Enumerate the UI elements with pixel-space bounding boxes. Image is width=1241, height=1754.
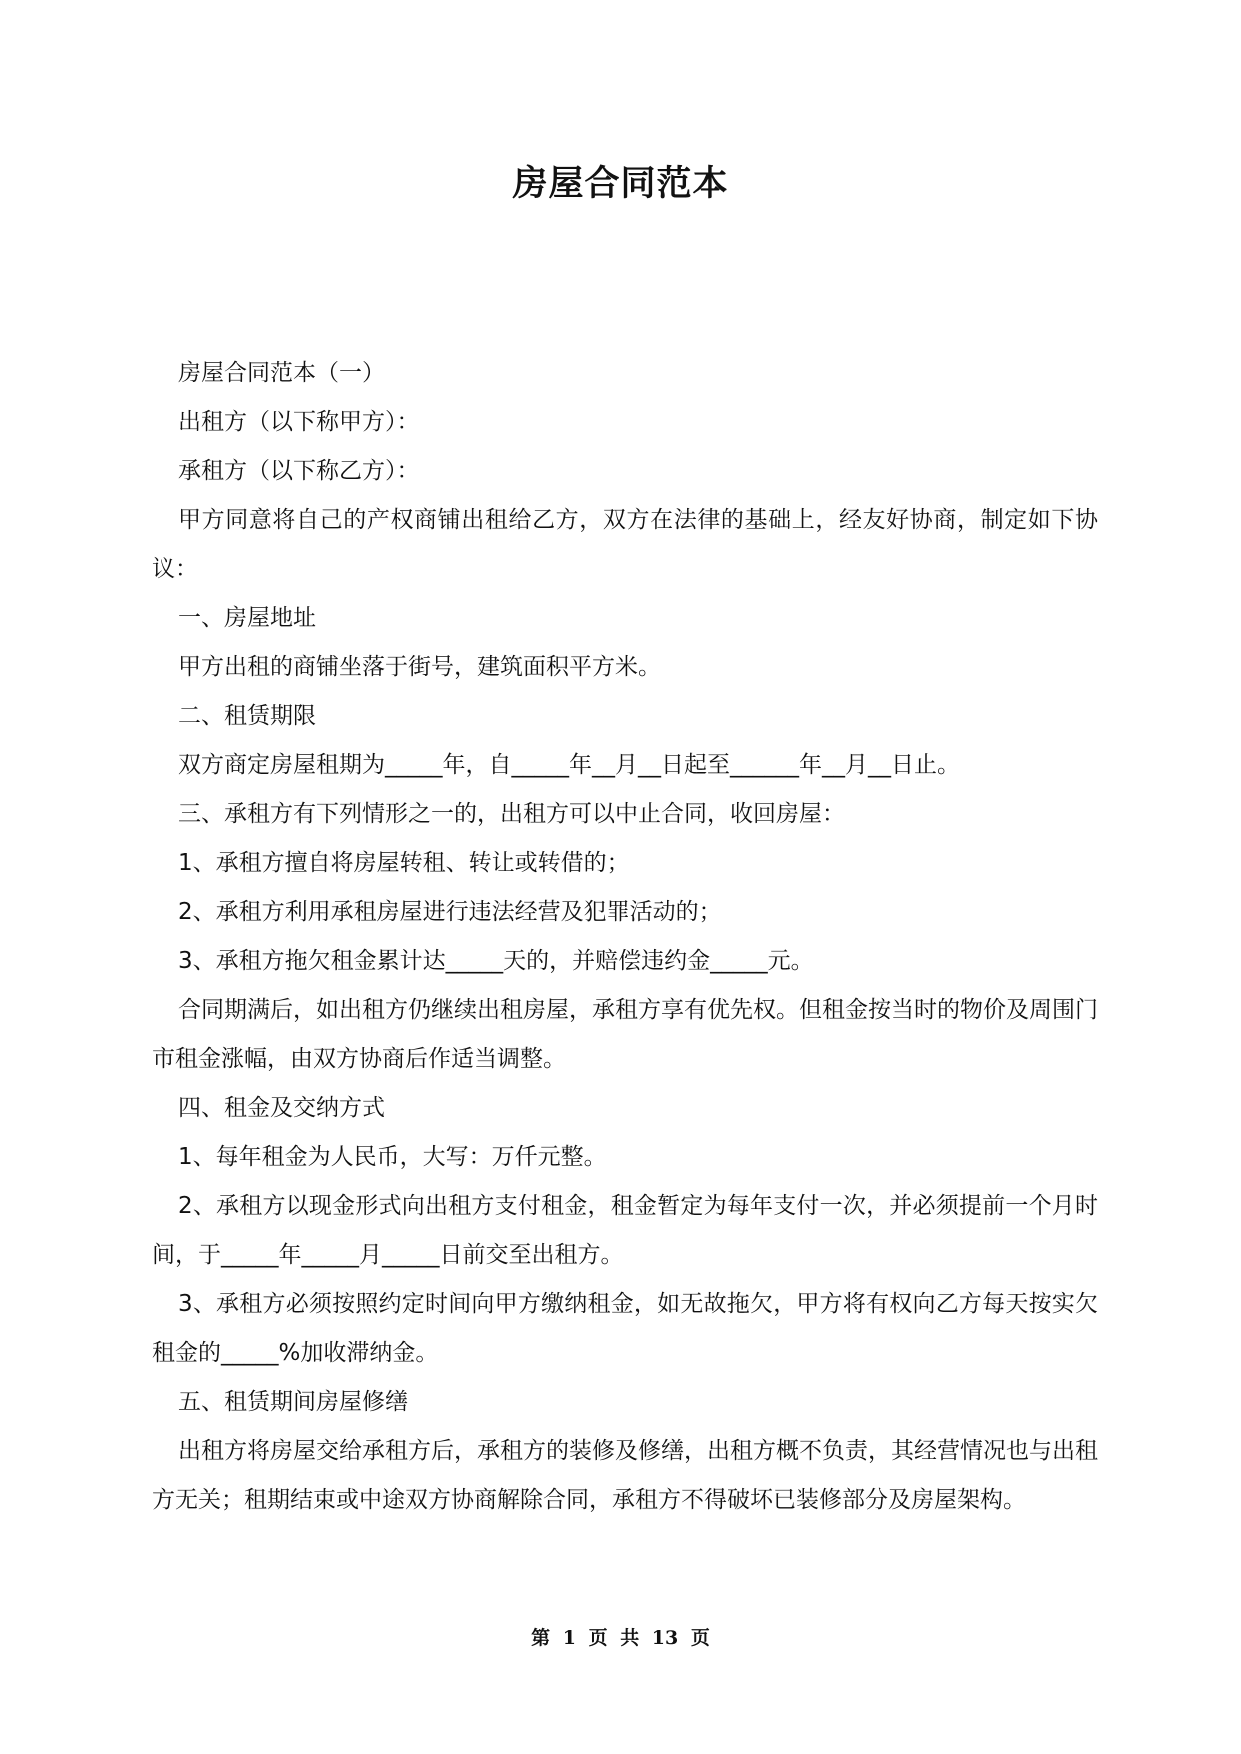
agreement-intro: 甲方同意将自己的产权商铺出租给乙方，双方在法律的基础上，经友好协商，制定如下协议：	[152, 507, 1098, 582]
section-heading-term: 二、租赁期限	[178, 703, 316, 729]
section-heading-address: 一、房屋地址	[178, 605, 316, 631]
repair-clause: 出租方将房屋交给承租方后，承租方的装修及修缮，出租方概不负责，其经营情况也与出租方无关；租期结束或中途双方协商解除合同，承租方不得破坏已装修部分及房屋架构。	[152, 1438, 1098, 1513]
rent-item-2: 2、承租方以现金形式向出租方支付租金，租金暂定为每年支付一次，并必须提前一个月时间，于_____年_____月_____日前交至出租方。	[152, 1193, 1098, 1268]
contract-body	[152, 349, 1098, 1525]
address-clause: 甲方出租的商铺坐落于街号，建筑面积平方米。	[178, 654, 661, 680]
termination-item-2: 2、承租方利用承租房屋进行违法经营及犯罪活动的；	[178, 899, 722, 925]
termination-item-3: 3、承租方拖欠租金累计达_____天的，并赔偿违约金_____元。	[178, 948, 814, 974]
rent-item-3: 3、承租方必须按照约定时间向甲方缴纳租金，如无故拖欠，甲方将有权向乙方每天按实欠租金的_____%加收滞纳金。	[152, 1291, 1098, 1366]
section-heading-repair: 五、租赁期间房屋修缮	[178, 1389, 408, 1415]
lessee-line: 承租方（以下称乙方）：	[178, 458, 420, 484]
section-heading-rent: 四、租金及交纳方式	[178, 1095, 385, 1121]
document-title: 房屋合同范本	[512, 164, 729, 204]
term-clause: 双方商定房屋租期为_____年，自_____年__月__日起至______年__月__日止。	[178, 752, 960, 778]
rent-item-1: 1、每年租金为人民币，大写：万仟元整。	[178, 1144, 607, 1170]
page-number-footer: 第 1 页 共 13 页	[531, 1627, 710, 1649]
lessor-line: 出租方（以下称甲方）：	[178, 409, 420, 435]
section-heading-termination: 三、承租方有下列情形之一的，出租方可以中止合同，收回房屋：	[178, 801, 845, 827]
termination-item-1: 1、承租方擅自将房屋转租、转让或转借的；	[178, 850, 630, 876]
renewal-clause: 合同期满后，如出租方仍继续出租房屋，承租方享有优先权。但租金按当时的物价及周围门市租金涨幅，由双方协商后作适当调整。	[152, 997, 1098, 1072]
subtitle-paragraph: 房屋合同范本（一）	[178, 360, 385, 386]
